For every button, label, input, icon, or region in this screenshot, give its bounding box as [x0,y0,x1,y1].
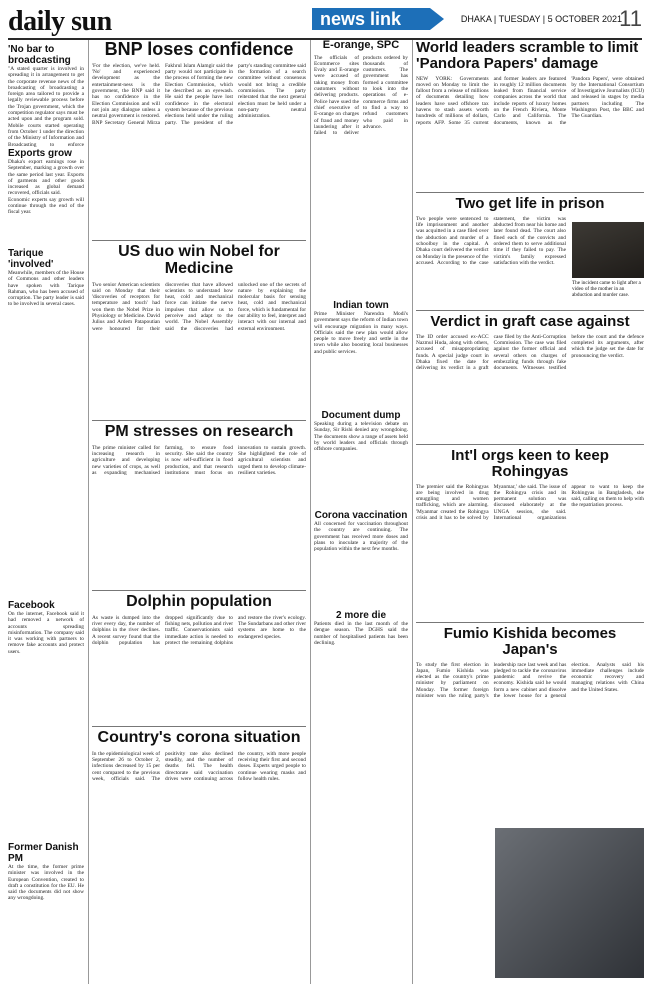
body-text: On the internet, Facebook said it had removed a network of accounts spreading misinformation. The company said it was working with partners to remove fake accounts and protect users. [8,611,84,655]
article-former-danish-pm [8,842,84,982]
headline: Exports grow [8,148,72,159]
body-text: "A stated quarter is involved in spreading it in arrangement to get the corporate revenue news of the broadcasting of broadcasting a foreign area tailored to provide a legally reviewable process before the Trojan government, which the competition regulator says must be acted upon and the program sold. Mobile courts started operating from October 1 under the direction of the Ministry of Information and Broadcasting to enforce [8,66,84,148]
body-text: To study the first election in Japan, Fumio Kishida was elected as the country's prime minister by parliament on Monday. The former foreign minister won the ruling party's leadership race last week and has pledged to tackle the coronavirus pandemic and revive the economy. Kishida said he would form a new cabinet and dissolve the lower house for a general election. Analysts said his immediate challenges include economic recovery and managing relations with China and the United States. [416,661,644,699]
body-text: Prime Minister Narendra Modi's government says the reform of Indian town will encourage migration in many ways. Officials said the new plan would allow people to move freely and settle in the town while also boosting local businesses and public services. [314,311,408,355]
body-text: Speaking during a television debate on Sunday, Sir Rishi denied any wrongdoing. The documents show a range of assets held by world leaders and officials through offshore companies. [314,421,408,453]
article-us-nobel [92,244,306,418]
article-indian-town [314,300,408,410]
article-pandora-papers [416,40,644,190]
issue-date: DHAKA | TUESDAY | 5 OCTOBER 2021 [460,14,622,24]
article-exports [8,148,84,248]
article-e-orange [314,40,408,300]
section-rule [416,310,644,311]
body-text: Two senior American scientists said on Monday that their 'discoveries of receptors for temperature and touch' had won them the Nobel Prize in Physiology or Medicine. David Julius and Ardem Patapoutian were honoured for their discoveries that have allowed scientists to understand how heat, cold and mechanical force can initiate the nerve impulses that allow us to perceive and adapt to the world. The Nobel Assembly said the discoveries had unlocked one of the secrets of nature by explaining the molecular basis for sensing heat, cold and mechanical force, which is fundamental for our ability to feel, interpret and interact with our internal and external environment. [92,281,306,332]
article-facebook [8,600,84,760]
body-text: 'For the election, we've held. 'No' and experienced development as the entertainment-ness is the government, the BNP said it has no confidence in the Election Commission and will not join any dialogue unless a neutral government is restored. BNP Secretary General Mirza Fakhrul Islam Alamgir said the party would not participate in the process of forming the new Election Commission, which he described as an eyewash. He said the people have lost confidence in the electoral system because of the previous elections held under the ruling party. The president of the party's standing committee said the formation of a search committee without consensus would not bring a credible commission. The party reiterated that the next general election must be held under a non-party neutral administration. [92,62,306,126]
caption-text: The incident came to light after a video of the mother in an abduction and murder case. [572,280,641,298]
headline: Fumio Kishida becomes Japan's [443,626,617,658]
body-text: The premier said the Rohingyas are being involved in drug smuggling and women trafficking, which are alarming. 'Myanmar created the Rohingya crisis and it has to be solved by Myanmar,' she said. The issue of the Rohingya crisis and its permanent solution was discussed elaborately at the UNGA session, she said. International organizations appear to want to keep the Rohingyas in Bangladesh, she said, calling on them to help with the repatriation process. [416,483,644,521]
article-two-more-die [314,610,408,980]
section-rule [416,192,644,193]
headline: E-orange, SPC [322,40,400,51]
headline: BNP loses confidence [104,40,294,59]
article-broadcasting [8,44,84,148]
photo-caption [572,280,644,306]
body-text: Dhaka's export earnings rose in September, marking a growth over the same period last year. Exports of garments and other goods increased as global demand recovered, officials said. [8,159,84,197]
article-rohingyas [416,448,644,620]
headline: Indian town [333,300,389,311]
section-rule [92,420,306,421]
article-bnp [92,40,306,240]
headline: Country's corona situation [97,730,301,746]
article-tarique [8,248,84,418]
body-text: Two people were sentenced to life imprisonment and another was acquitted in a case filed over the abduction and murder of a schoolboy in the capital. A Dhaka court delivered the verdict on Monday in the presence of the accused. According to the case statement, the victim was abducted from near his home and later found dead. The court also fined each of the convicts and ordered them to serve additional time if they failed to pay. The victim's family expressed satisfaction with the verdict. [416,215,566,266]
headline: Two get life in prison [455,196,605,212]
column-rule [88,40,89,984]
body-text: The ID order accused ex-ACC Nazmul Huda, along with others, accused of misappropriating funds. A special judge court in Dhaka fixed the date for delivering its verdict in a graft case filed by the Anti-Corruption Commission. The case was filed against the former official and several others on charges of embezzling funds through fake documents. Witnesses testified before the court and the defence completed its arguments, after which the judge set the date for pronouncing the verdict. [416,333,644,372]
article-pm-research [92,424,306,588]
body-text: As waste is dumped into the river every day, the number of dolphins in the river declines. A recent survey found that the dolphin population has dropped significantly due to fishing nets, pollution and river traffic. Conservationists said immediate action is needed to protect the remaining dolphins and restore the river's ecology. The Sundarbans and other river systems are home to the endangered species. [92,614,306,646]
body-text: At the time, the former prime minister was involved in the European Convention, created to draft a constitution for the EU. He said the documents did not show any wrongdoing. [8,864,84,902]
masthead [8,4,642,40]
article-corona-vaccination [314,510,408,610]
column-rule [310,40,311,984]
section-label: news link [312,8,430,30]
headline: 'No bar to broadcasting [8,44,71,66]
body-text: Meanwhile, members of the House of Commons and other leaders have spoken with Tarique Rahman, who has been accused of corruption. The party leader is said to be involved in several cases. [8,270,84,308]
article-fumio-kishida [416,626,644,826]
headline: Facebook [8,600,55,611]
article-verdict-graft [416,314,644,444]
article-document-dump [314,410,408,510]
article-corona-situation [92,730,306,980]
headline: PM stresses on research [104,424,294,440]
body-text: NEW YORK: Governments moved on Monday to limit the fallout from a release of millions of documents detailing how leaders have used offshore tax havens to stash assets worth hundreds of millions of dollars, reports AFP. Some 35 current and former leaders are featured in roughly 12 million documents leaked from financial service companies across the world that include reports of luxury homes on the French Riviera, Monte Carlo and California. The documents, known as the 'Pandora Papers', were obtained by the International Consortium of Investigative Journalists (ICIJ) and released in stages by media partners including The Washington Post, the BBC and The Guardian. [416,75,644,126]
news-photo-abduction [572,222,644,278]
body-text: The officials of Ecommerce sites Evaly and E-orange were accused of taking money from customers without delivering products. Police have sued the chief executive of E-orange on charges of fraud and money laundering after it failed to deliver products ordered by thousands of customers. The government has formed a committee to look into the operations of e-commerce firms and to find a way to refund customers who paid in advance. [314,54,408,137]
body-text: All concerned for vaccination throughout the country are continuing. The government has received more doses and plans to inoculate a majority of the population within the next few months. [314,521,408,553]
news-photo-kishida [495,828,644,978]
section-rule [92,726,306,727]
section-rule [416,622,644,623]
article-dolphin [92,594,306,724]
section-rule [92,590,306,591]
page-number: 11 [619,6,642,31]
column-rule [412,40,413,984]
body-text: Economic experts say growth will continue through the end of the fiscal year. [8,196,84,216]
section-rule [92,240,306,241]
body-text: In the epidemiological week of September 26 to October 2, infections decreased by 15 per cent compared to the previous week, officials said. The positivity rate also declined steadily, and the number of deaths fell. The health directorate said vaccination drives were continuing across the country, with more people receiving their first and second doses. Experts urged people to continue wearing masks and follow health rules. [92,750,306,782]
section-rule [416,444,644,445]
headline: Corona vaccination [314,510,408,521]
body-text: Patients died in the last month of the dengue season. The DGHS said the number of hospitalised patients has been declining. [314,621,408,646]
body-text: The prime minister called for increasing research in agriculture and developing new varieties of crops, as well as expanding mechanised farming, to ensure food security. She said the country is now self-sufficient in food production, and that research institutions must focus on innovation to sustain growth. She highlighted the role of agricultural scientists and urged them to develop climate-resilient varieties. [92,444,306,476]
headline: World leaders scramble to limit 'Pandora Papers' damage [416,40,639,72]
headline: Tarique 'involved' [8,248,54,270]
headline: Int'l orgs keen to keep Rohingyas [451,448,609,480]
masthead-logo: daily sun [8,6,112,37]
headline: Verdict in graft case against [430,314,630,330]
headline: Document dump [321,410,401,421]
headline: 2 more die [335,610,387,621]
headline: US duo win Nobel for Medicine [118,244,280,277]
headline: Former Danish PM [8,842,79,864]
headline: Dolphin population [126,594,272,610]
